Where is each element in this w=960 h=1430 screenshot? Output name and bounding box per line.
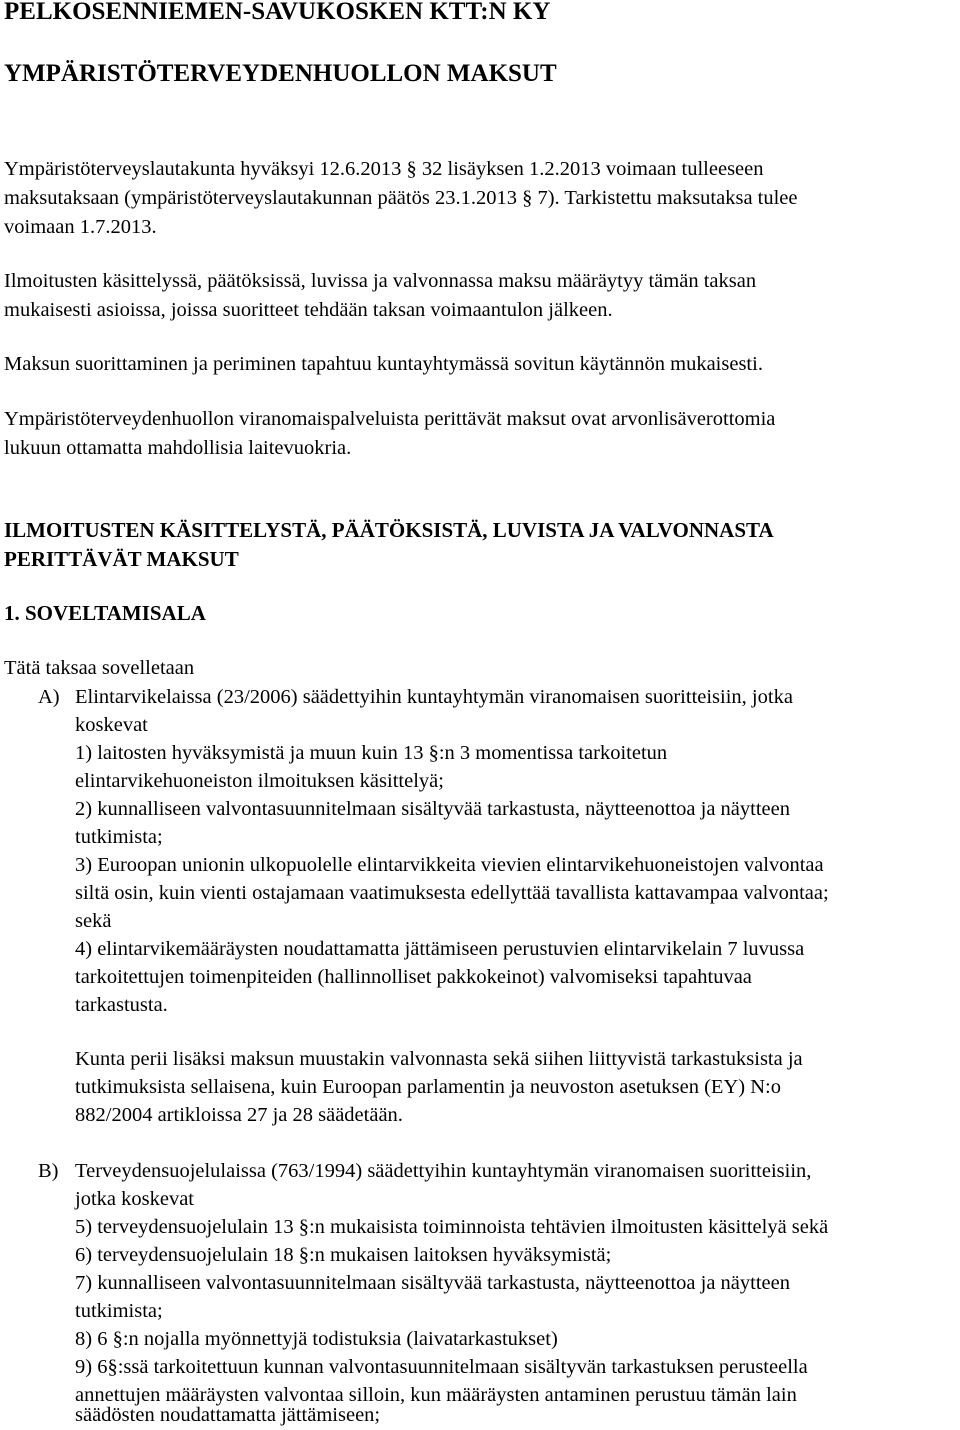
text-line: tarkastusta.	[75, 994, 168, 1016]
text-line: 882/2004 artikloissa 27 ja 28 säädetään.	[75, 1104, 403, 1126]
heading-line: PERITTÄVÄT MAKSUT	[4, 547, 239, 571]
lead-text: Tätä taksaa sovelletaan	[4, 657, 195, 679]
text-line: 7) kunnalliseen valvontasuunnitelmaan sisältyvää tarkastusta, näytteenottoa ja näytteen	[75, 1272, 790, 1294]
text-line: 9) 6§:ssä tarkoitettuun kunnan valvontasuunnitelmaan sisältyvän tarkastuksen perusteella	[75, 1356, 808, 1378]
text-line: tutkimuksista sellaisena, kuin Euroopan parlamentin ja neuvoston asetuksen (EY) N:o	[75, 1076, 781, 1098]
text-line: tutkimista;	[75, 1300, 163, 1322]
text-line: Elintarvikelaissa (23/2006) säädettyihin kuntayhtymän viranomaisen suoritteisiin, jotka	[75, 686, 793, 708]
text-line: 8) 6 §:n nojalla myönnettyjä todistuksia (laivatarkastukset)	[75, 1328, 558, 1350]
text-line: säädösten noudattamatta jättämiseen;	[75, 1404, 381, 1426]
text-line: Ympäristöterveydenhuollon viranomaispalveluista perittävät maksut ovat arvonlisäverottomia	[4, 408, 776, 430]
text-line: jotka koskevat	[75, 1188, 194, 1210]
clause-label: A)	[38, 686, 60, 708]
text-line: mukaisesti asioissa, joissa suoritteet tehdään taksan voimaantulon jälkeen.	[4, 299, 613, 321]
text-line: siltä osin, kuin vienti ostajamaan vaatimuksesta edellyttää tavallista kattavampaa valvontaa;	[75, 882, 829, 904]
text-line: lukuun ottamatta mahdollisia laitevuokria.	[4, 437, 352, 459]
text-line: annettujen määräysten valvontaa silloin, kun määräysten antaminen perustuu tämän lain	[75, 1384, 797, 1406]
text-line: elintarvikehuoneiston ilmoituksen käsittelyä;	[75, 770, 444, 792]
text-line: Terveydensuojelulaissa (763/1994) säädettyihin kuntayhtymän viranomaisen suoritteisiin,	[75, 1160, 812, 1182]
text-line: 5) terveydensuojelulain 13 §:n mukaisista toiminnoista tehtävien ilmoitusten käsittelyä sekä	[75, 1216, 829, 1238]
text-line: tarkoitettujen toimenpiteiden (hallinnolliset pakkokeinot) valvomiseksi tapahtuvaa	[75, 966, 752, 988]
page-title: YMPÄRISTÖTERVEYDENHUOLLON MAKSUT	[4, 60, 557, 87]
text-line: Ilmoitusten käsittelyssä, päätöksissä, luvissa ja valvonnassa maksu määräytyy tämän taksan	[4, 270, 757, 292]
text-line: maksutaksaan (ympäristöterveyslautakunnan päätös 23.1.2013 § 7). Tarkistettu maksutaksa tulee	[4, 187, 798, 209]
text-line: 3) Euroopan unionin ulkopuolelle elintarvikkeita vievien elintarvikehuoneistojen valvontaa	[75, 854, 824, 876]
text-line: Kunta perii lisäksi maksun muustakin valvonnasta sekä siihen liittyvistä tarkastuksista ja	[75, 1048, 803, 1070]
text-line: 4) elintarvikemääräysten noudattamatta jättämiseen perustuvien elintarvikelain 7 luvussa	[75, 938, 805, 960]
text-line: sekä	[75, 910, 112, 932]
paragraph: Maksun suorittaminen ja periminen tapahtuu kuntayhtymässä sovitun käytännön mukaisesti.	[4, 353, 763, 375]
text-line: 6) terveydensuojelulain 18 §:n mukaisen laitoksen hyväksymistä;	[75, 1244, 612, 1266]
clause-label: B)	[38, 1160, 59, 1182]
section-title: 1. SOVELTAMISALA	[4, 601, 206, 625]
text-line: koskevat	[75, 714, 148, 736]
text-line: 1) laitosten hyväksymistä ja muun kuin 13 §:n 3 momentissa tarkoitetun	[75, 742, 668, 764]
heading-line: ILMOITUSTEN KÄSITTELYSTÄ, PÄÄTÖKSISTÄ, LUVISTA JA VALVONNASTA	[4, 518, 774, 542]
text-line: voimaan 1.7.2013.	[4, 216, 157, 238]
text-line: Ympäristöterveyslautakunta hyväksyi 12.6.2013 § 32 lisäyksen 1.2.2013 voimaan tulleeseen	[4, 158, 764, 180]
text-line: tutkimista;	[75, 826, 163, 848]
text-line: 2) kunnalliseen valvontasuunnitelmaan sisältyvää tarkastusta, näytteenottoa ja näytteen	[75, 798, 790, 820]
org-title: PELKOSENNIEMEN-SAVUKOSKEN KTT:N KY	[4, 0, 551, 25]
